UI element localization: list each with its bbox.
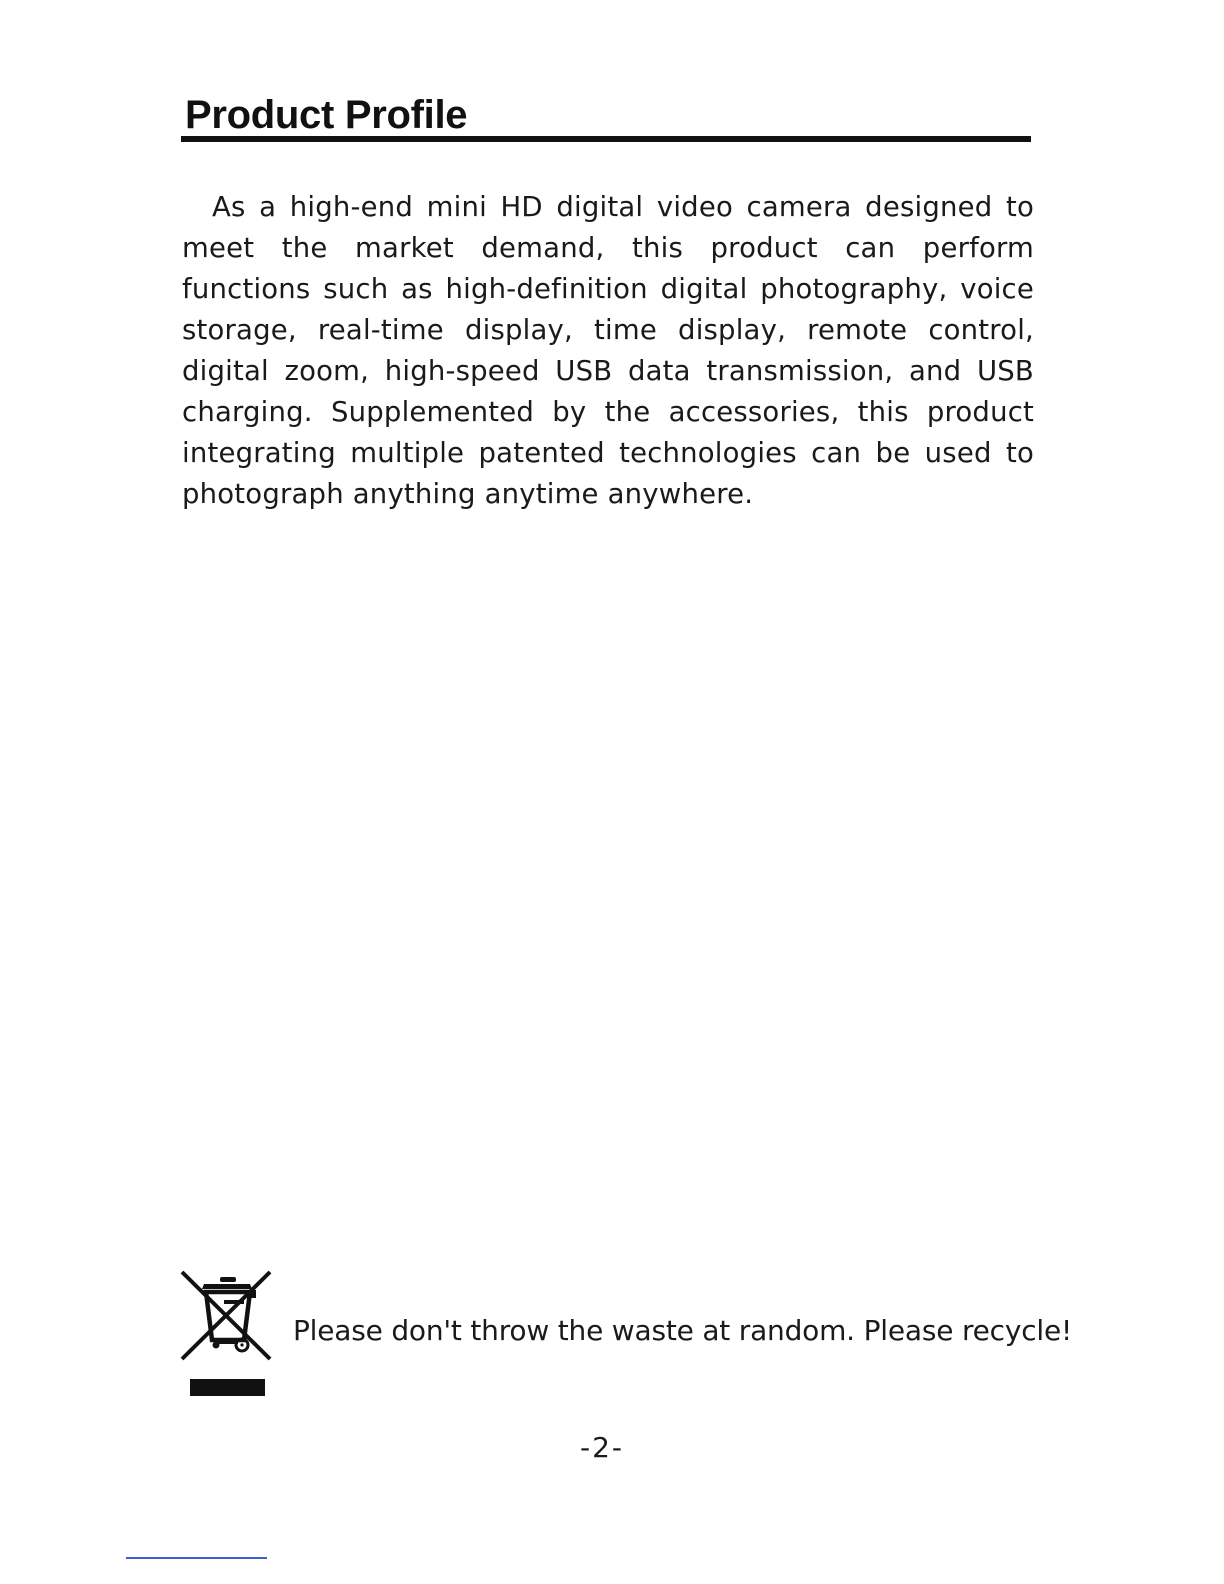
product-description: As a high-end mini HD digital video camera designed to meet the market demand, this product can perform functions such as high-definition digital photography, voice storage, real-time display, time display, remote control, digital zoom, high-speed USB data transmission, and USB charging. Supplemented by the accessories, this product integrating multiple patented technologies can be used to photograph anything anytime anywhere. bbox=[182, 191, 1034, 510]
crossed-out-wheelie-bin-icon bbox=[180, 1270, 274, 1398]
footer-rule bbox=[126, 1557, 267, 1559]
page-title: Product Profile bbox=[185, 93, 468, 137]
section-heading bbox=[181, 92, 1031, 142]
page-number: -2- bbox=[579, 1431, 625, 1464]
recycle-notice: Please don't throw the waste at random. Please recycle! bbox=[293, 1314, 1073, 1347]
